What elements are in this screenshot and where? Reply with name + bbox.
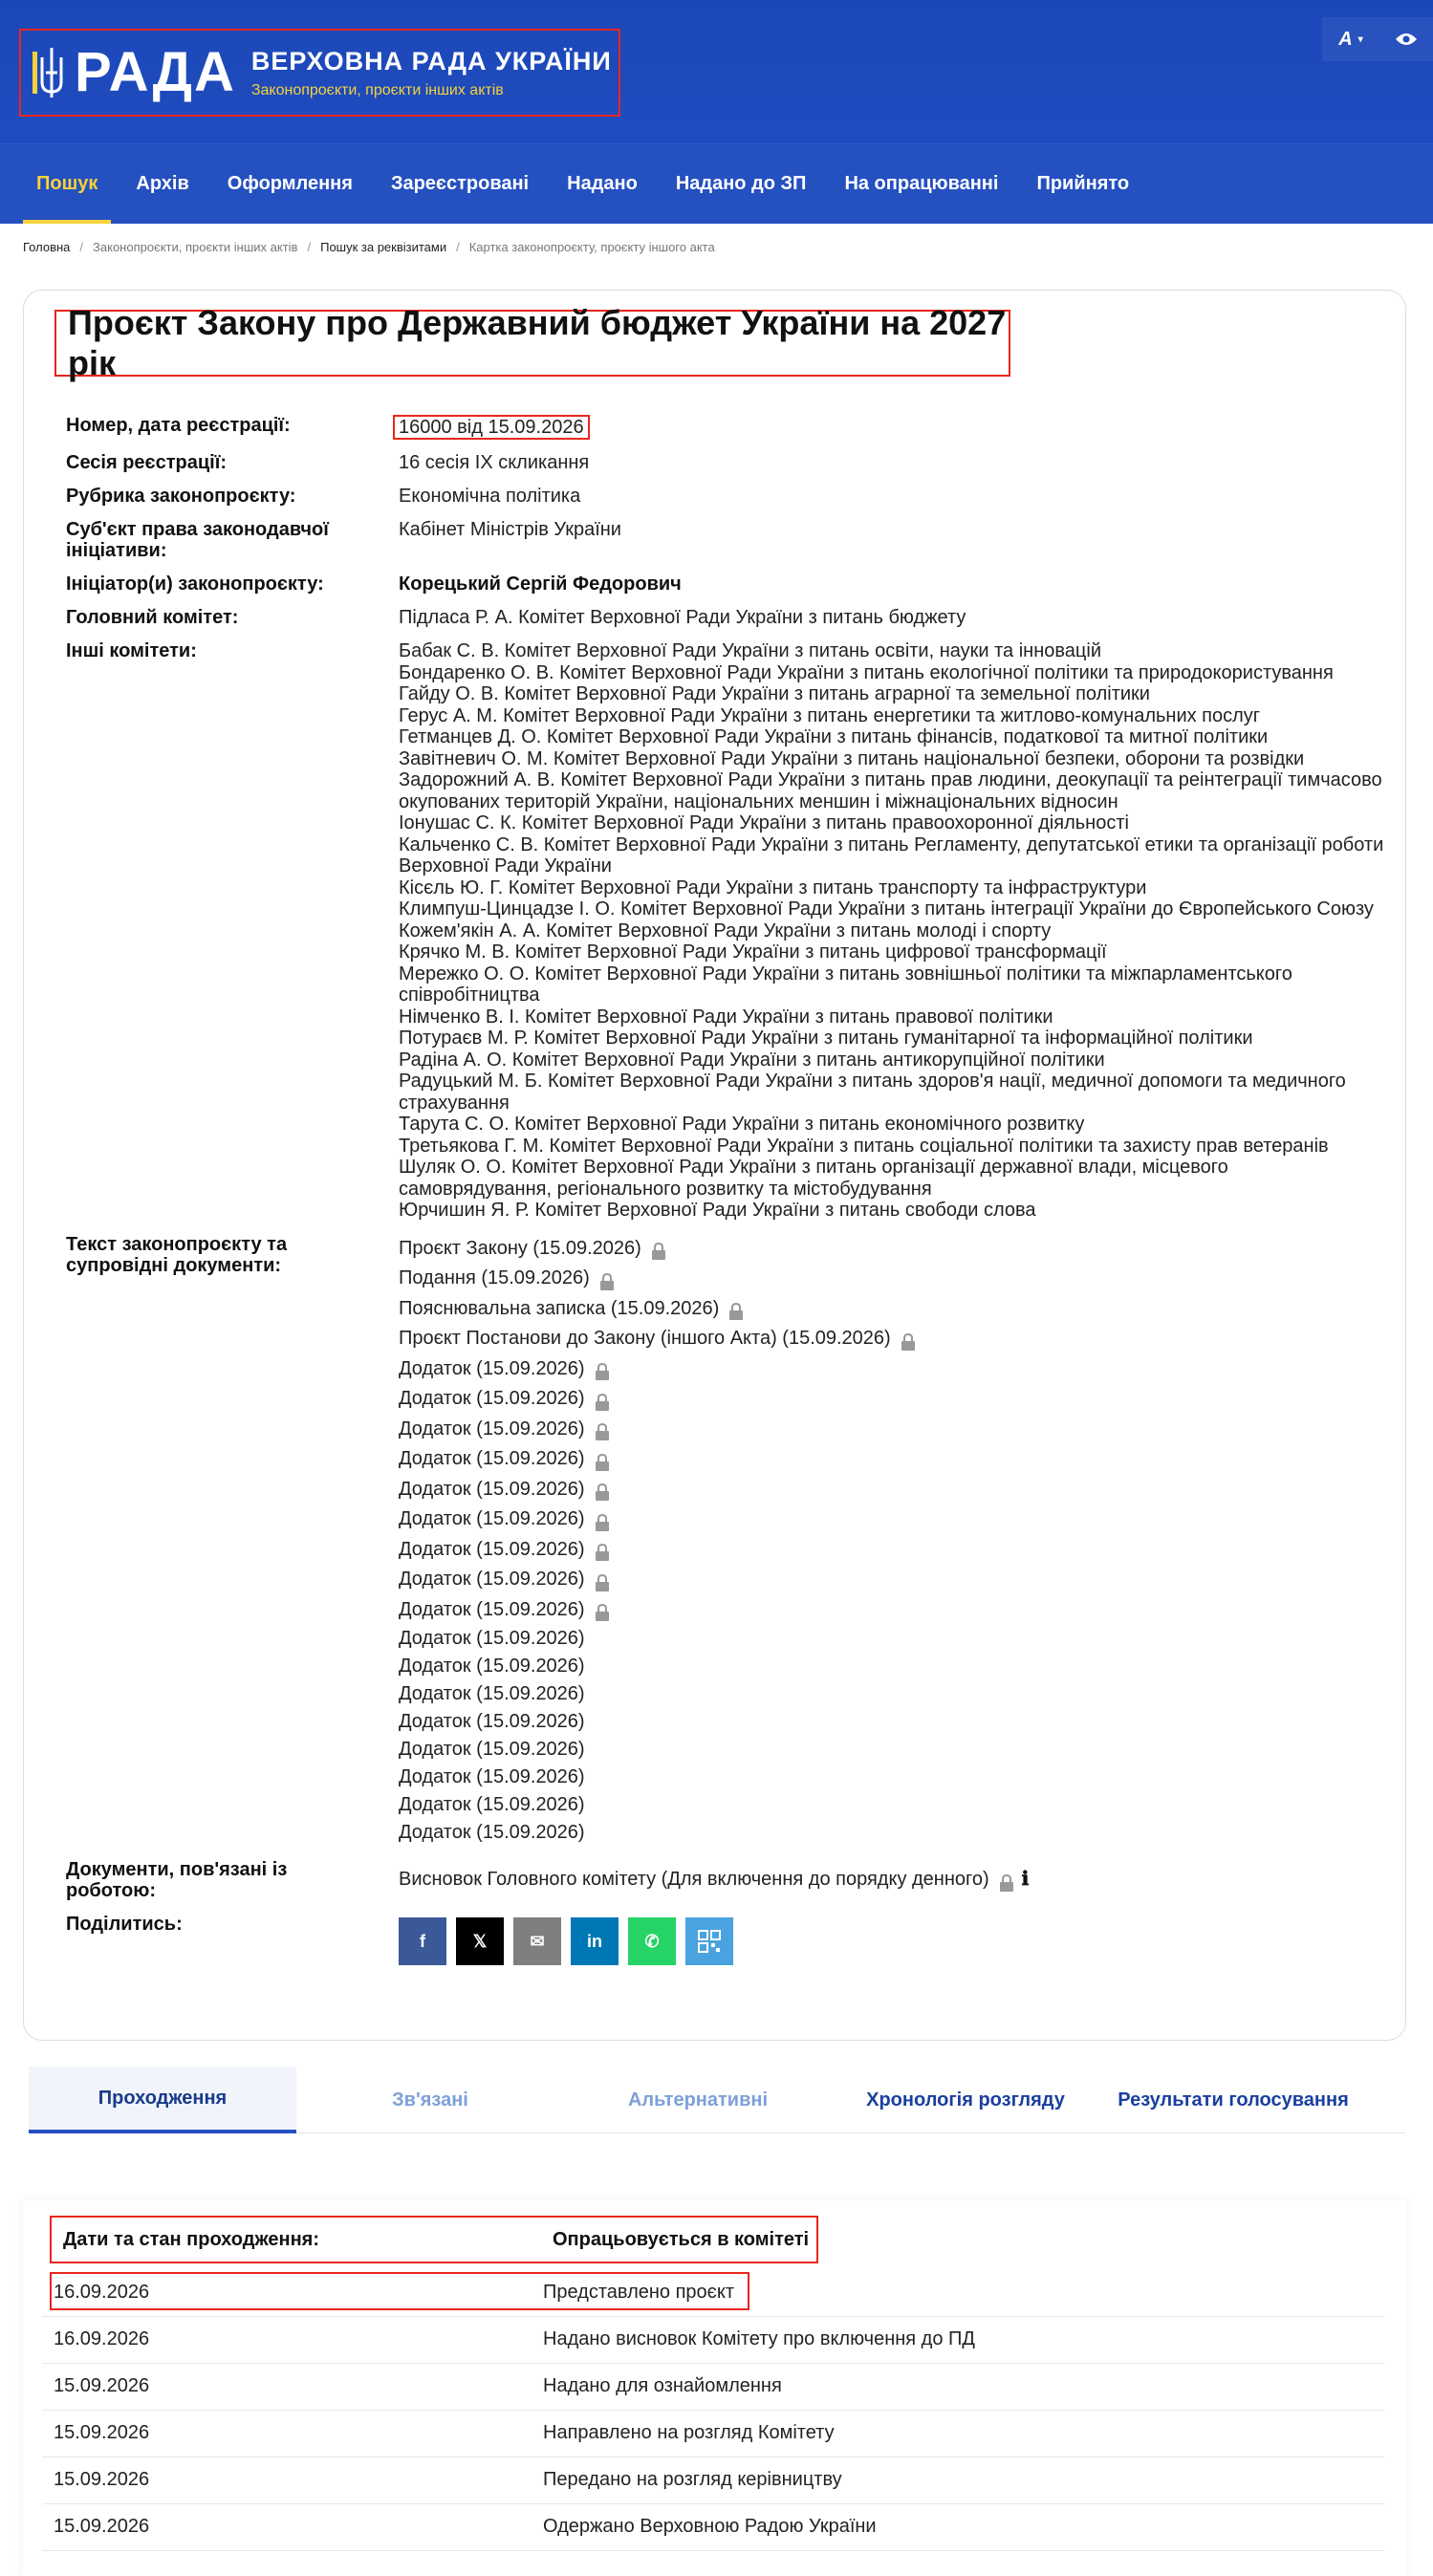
header-status: Опрацьовується в комітеті [553,2229,810,2250]
documents-list [399,1234,1385,1848]
nav-item-adopted[interactable]: Прийнято [1036,173,1130,194]
table-row [42,2457,1384,2504]
row-date: 15.09.2026 [54,2422,150,2443]
committee-item: Іонушас С. К. Комітет Верховної Ради України з питань правоохоронної діяльності [399,812,1129,833]
document-link[interactable]: Додаток (15.09.2026) [399,1683,585,1704]
qr-code-icon[interactable] [685,1917,733,1965]
committee-item: Радіна А. О. Комітет Верховної Ради України з питань антикорупційної політики [399,1049,1105,1071]
tab-related[interactable]: Зв'язані [392,2089,468,2111]
row-documents [66,1234,1385,1848]
nav-item-provided-zp[interactable]: Надано до ЗП [675,173,807,194]
lock-icon [599,1270,615,1288]
row-subject [66,519,1385,561]
highlighted-row-box [50,2272,749,2310]
passage-table [23,2200,1406,2576]
committee-item: Потураєв М. Р. Комітет Верховної Ради України з питань гуманітарної та інформаційної політики [399,1028,1253,1049]
row-session [66,452,1385,473]
subject-value: Кабінет Міністрів України [399,519,621,540]
committee-item: Завітневич О. М. Комітет Верховної Ради України з питань національної безпеки, оборони та розвідки [399,747,1305,769]
row-date: 15.09.2026 [54,2516,150,2537]
lock-icon [901,1331,916,1348]
site-subtitle: Законопроєкти, проєкти інших актів [250,81,504,98]
committee-item: Климпуш-Цинцадзе І. О. Комітет Верховної Ради України з питань інтеграції України до Європейського Союзу [399,898,1374,920]
tab-alternative[interactable]: Альтернативні [627,2089,769,2111]
committee-item: Шуляк О. О. Комітет Верховної Ради України з питань організації державної влади, місцевого самоврядування, регіонального розвитку та містобудування [399,1157,1228,1200]
lock-icon [595,1481,610,1498]
label-initiator: Ініціатор(и) законопроєкту: [66,574,324,595]
committee-item: Кожем'якін А. А. Комітет Верховної Ради України з питань молоді і спорту [399,920,1052,942]
document-link[interactable]: Додаток (15.09.2026) [399,1766,585,1787]
row-number [66,415,1385,440]
committee-item: Тарута С. О. Комітет Верховної Ради України з питань економічного розвитку [399,1114,1085,1135]
document-item [399,1234,1385,1265]
document-link[interactable]: Додаток (15.09.2026) [399,1794,585,1815]
document-link[interactable]: Проєкт Закону (15.09.2026) [399,1237,641,1259]
table-row [42,2317,1384,2364]
lock-icon [595,1451,610,1468]
label-texts: Текст законопроєкту та супровідні документи: [66,1233,288,1276]
document-item [399,1535,1385,1566]
label-subject: Суб'єкт права законодавчої ініціативи: [66,519,329,561]
document-item [399,1444,1385,1475]
document-item [399,1653,1385,1680]
email-icon[interactable]: ✉ [513,1917,561,1965]
table-row [42,2411,1384,2457]
logo-word: РАДА [75,41,236,103]
bill-title-box [54,303,1010,382]
document-link[interactable]: Додаток (15.09.2026) [399,1628,585,1649]
committee-item: Герус А. М. Комітет Верховної Ради України з питань енергетики та житлово-комунальних послуг [399,704,1261,726]
row-status: Направлено на розгляд Комітету [543,2422,835,2443]
committee-item: Юрчишин Я. Р. Комітет Верховної Ради України з питань свободи слова [399,1200,1036,1221]
document-link[interactable]: Подання (15.09.2026) [399,1267,590,1288]
document-link[interactable]: Додаток (15.09.2026) [399,1569,585,1590]
related-document-link[interactable]: Висновок Головного комітету (Для включення до порядку денного) [399,1869,989,1891]
tab-chronology[interactable]: Хронологія розгляду [866,2089,1065,2111]
lock-icon [595,1391,610,1408]
lock-icon [651,1240,666,1257]
document-link[interactable]: Додаток (15.09.2026) [399,1448,585,1469]
other-committees-list [399,640,1385,1222]
document-item [399,1625,1385,1653]
linkedin-icon[interactable]: in [571,1917,619,1965]
font-size-label: А [1338,28,1353,50]
row-initiator [66,574,1385,595]
document-link[interactable]: Додаток (15.09.2026) [399,1598,585,1620]
committee-item: Гайду О. В. Комітет Верховної Ради України з питань аграрної та земельної політики [399,683,1150,704]
row-date: 15.09.2026 [54,2375,150,2396]
document-item [399,1384,1385,1415]
document-item [399,1324,1385,1354]
label-number: Номер, дата реєстрації: [66,415,291,436]
document-item [399,1475,1385,1505]
document-link[interactable]: Додаток (15.09.2026) [399,1711,585,1732]
nav-item-search[interactable]: Пошук [23,144,111,224]
font-size-toggle[interactable] [1322,17,1379,61]
nav-item-archive[interactable]: Архів [136,173,189,194]
committee-item: Задорожний А. В. Комітет Верховної Ради України з питань прав людини, деокупації та реінтеграції тимчасово окупованих територій України, національних меншин і міжнаціональних відносин [399,769,1382,812]
row-status: Надано для ознайомлення [543,2375,782,2396]
row-share [66,1914,1385,1965]
row-main-committee [66,607,1385,628]
document-link[interactable]: Додаток (15.09.2026) [399,1418,585,1440]
nav-item-registered[interactable]: Зареєстровані [390,173,530,194]
lock-icon [595,1541,610,1558]
logo[interactable] [19,29,620,117]
document-item [399,1565,1385,1595]
committee-item: Третьякова Г. М. Комітет Верховної Ради України з питань соціальної політики та захисту прав ветеранів [399,1135,1329,1157]
bill-tabs [29,2067,1405,2133]
document-link[interactable]: Проєкт Постанови до Закону (іншого Акта) (15.09.2026) [399,1328,891,1349]
main-committee-value: Підласа Р. А. Комітет Верховної Ради України з питань бюджету [399,607,966,628]
breadcrumb-separator: / [456,239,460,254]
facebook-icon[interactable]: f [399,1917,446,1965]
document-item [399,1680,1385,1708]
label-related: Документи, пов'язані із роботою: [66,1859,288,1901]
document-item [399,1819,1385,1847]
site-title: ВЕРХОВНА РАДА УКРАЇНИ [250,46,612,76]
row-rubric [66,486,1385,507]
label-other-committees: Інші комітети: [66,640,197,661]
committee-item: Крячко М. В. Комітет Верховної Ради України з питань цифрової трансформації [399,942,1107,963]
document-link[interactable]: Додаток (15.09.2026) [399,1538,585,1560]
rubric-value: Економічна політика [399,486,581,507]
nav-item-design[interactable]: Оформлення [227,173,353,194]
site-header [0,0,1433,143]
lock-icon [595,1360,610,1377]
lock-icon [595,1420,610,1438]
main-nav [0,143,1433,224]
breadcrumb-bills[interactable]: Законопроєкти, проєкти інших актів [93,239,298,254]
label-share: Поділитись: [66,1914,183,1935]
tab-passage[interactable]: Проходження [29,2067,296,2133]
accessibility-eye-icon[interactable] [1379,17,1433,61]
page-title: Проєкт Закону про Державний бюджет України на 2027 рік [68,303,1007,382]
lock-icon [595,1571,610,1589]
row-date: 16.09.2026 [54,2328,150,2349]
document-link[interactable]: Додаток (15.09.2026) [399,1478,585,1500]
breadcrumb-home[interactable]: Головна [23,239,71,254]
document-link[interactable]: Додаток (15.09.2026) [399,1388,585,1409]
bill-card [23,290,1406,2041]
document-link[interactable]: Додаток (15.09.2026) [399,1508,585,1529]
x-icon[interactable]: 𝕏 [456,1917,504,1965]
row-related [66,1859,1385,1901]
bill-number: 16000 від 15.09.2026 [393,415,590,440]
nav-item-provided[interactable]: Надано [567,173,638,194]
tab-voting-results[interactable]: Результати голосування [1118,2089,1349,2111]
document-item [399,1736,1385,1764]
document-item [399,1354,1385,1385]
committee-item: Бондаренко О. В. Комітет Верховної Ради України з питань екологічної політики та природокористування [399,661,1334,683]
chevron-down-icon: ▾ [1357,33,1363,45]
info-icon[interactable]: ℹ [1021,1869,1030,1891]
committee-item: Кальченко С. В. Комітет Верховної Ради України з питань Регламенту, депутатської етики та організації роботи Верховної Ради України [399,833,1384,877]
document-item [399,1415,1385,1445]
trident-icon [33,44,71,101]
committee-item: Мережко О. О. Комітет Верховної Ради України з питань зовнішньої політики та міжпарламентського співробітництва [399,963,1292,1006]
header-date: Дати та стан проходження: [63,2229,319,2250]
breadcrumb-search[interactable]: Пошук за реквізитами [320,239,447,254]
breadcrumb [0,224,1433,270]
lock-icon [595,1601,610,1618]
row-status: Представлено проєкт [543,2282,735,2303]
lock-icon [595,1511,610,1528]
document-link[interactable]: Додаток (15.09.2026) [399,1357,585,1379]
label-main-committee: Головний комітет: [66,607,239,628]
document-item [399,1708,1385,1736]
row-status: Одержано Верховною Радою України [543,2516,877,2537]
committee-item: Бабак С. В. Комітет Верховної Ради України з питань освіти, науки та інновацій [399,640,1101,661]
label-rubric: Рубрика законопроєкту: [66,486,296,507]
row-date: 15.09.2026 [54,2469,150,2490]
lock-icon [999,1872,1014,1889]
table-header [50,2216,818,2263]
label-session: Сесія реєстрації: [66,452,227,473]
committee-item: Кісєль Ю. Г. Комітет Верховної Ради України з питань транспорту та інфраструктури [399,877,1147,898]
document-item [399,1764,1385,1791]
row-other-committees [66,640,1385,1222]
nav-item-processing[interactable]: На опрацюванні [844,173,999,194]
document-item [399,1264,1385,1294]
document-item [399,1504,1385,1535]
breadcrumb-current: Картка законопроєкту, проєкту іншого акта [468,239,715,254]
breadcrumb-separator: / [307,239,312,254]
lock-icon [728,1300,744,1317]
document-item [399,1791,1385,1819]
row-status: Передано на розгляд керівництву [543,2469,842,2490]
document-item [399,1595,1385,1626]
table-row [42,2364,1384,2411]
row-status: Надано висновок Комітету про включення до ПД [543,2328,975,2349]
session-value: 16 сесія IX скликання [399,452,590,473]
document-link[interactable]: Додаток (15.09.2026) [399,1739,585,1760]
whatsapp-icon[interactable]: ✆ [628,1917,676,1965]
breadcrumb-separator: / [79,239,84,254]
committee-item: Радуцький М. Б. Комітет Верховної Ради України з питань здоров'я нації, медичної допомоги та медичного страхування [399,1071,1346,1114]
table-row [42,2504,1384,2551]
initiator-value[interactable]: Корецький Сергій Федорович [399,574,682,595]
committee-item: Гетманцев Д. О. Комітет Верховної Ради України з питань фінансів, податкової та митної політики [399,726,1269,747]
document-item [399,1294,1385,1325]
document-link[interactable]: Пояснювальна записка (15.09.2026) [399,1297,720,1319]
document-link[interactable]: Додаток (15.09.2026) [399,1656,585,1677]
row-date: 16.09.2026 [54,2282,150,2303]
committee-item: Німченко В. І. Комітет Верховної Ради України з питань правової політики [399,1006,1053,1028]
document-link[interactable]: Додаток (15.09.2026) [399,1822,585,1843]
